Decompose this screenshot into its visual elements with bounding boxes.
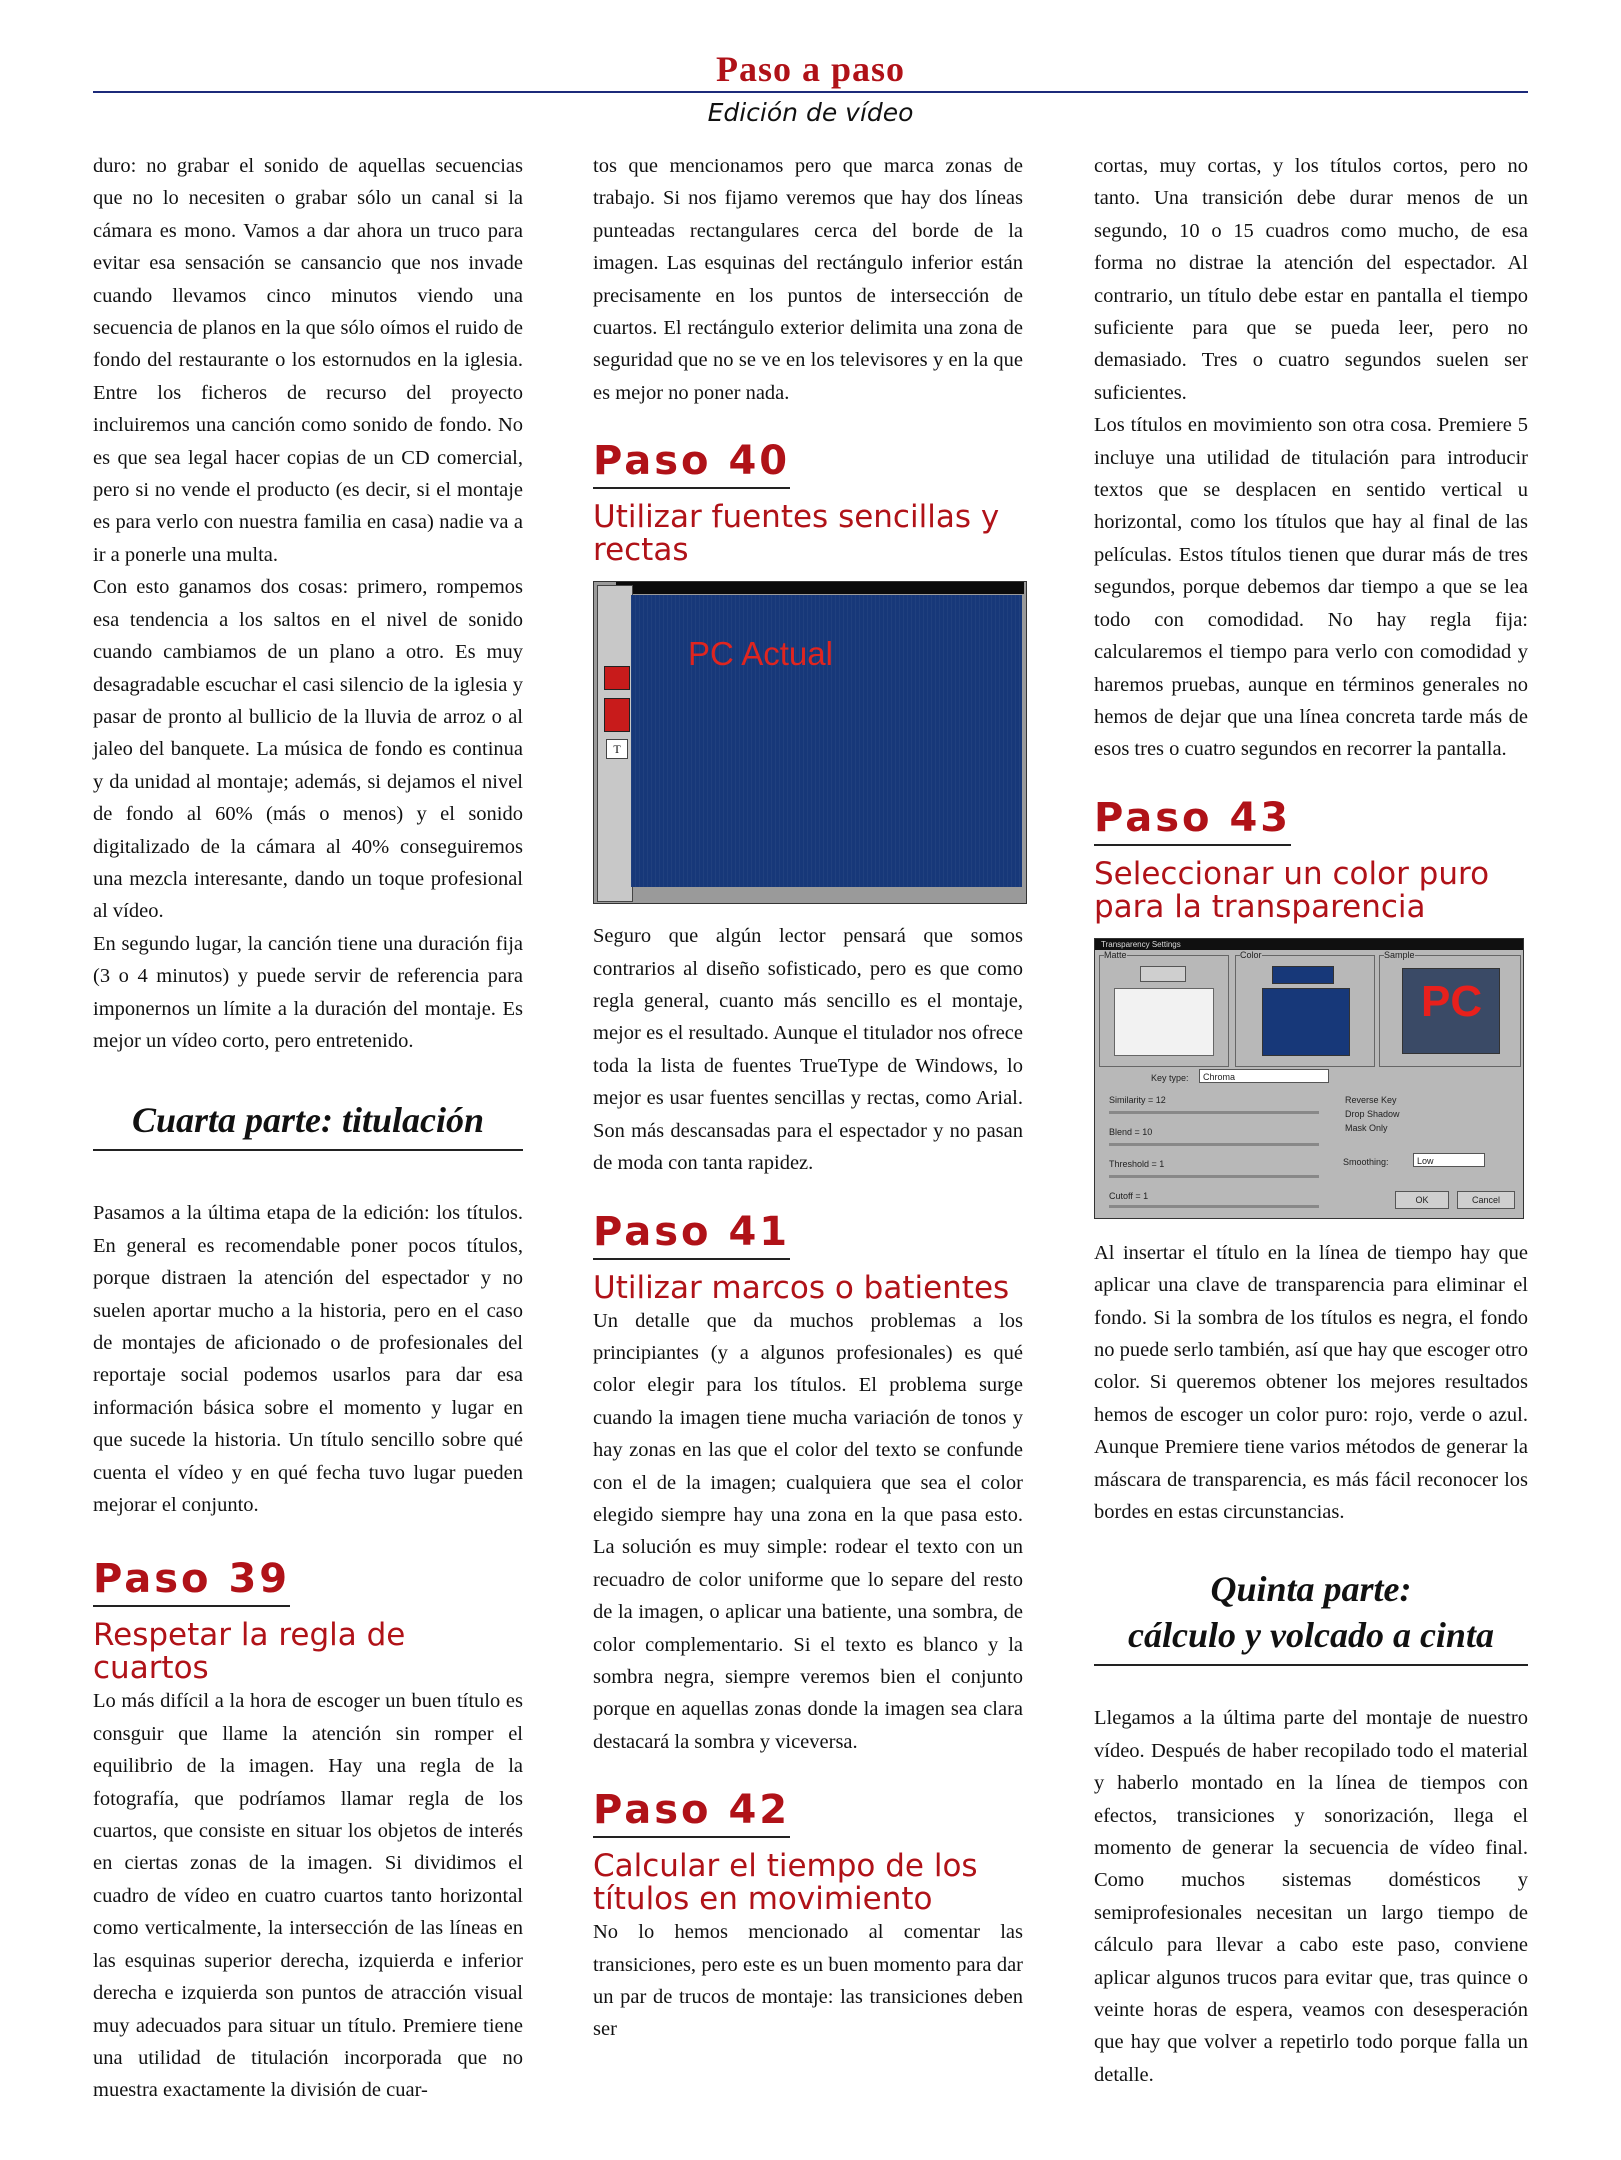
color-label: Color	[1240, 949, 1262, 960]
smoothing-select[interactable]: Low	[1413, 1153, 1485, 1167]
canvas-title-text: PC Actual	[688, 635, 833, 673]
drop-shadow-checkbox[interactable]: Drop Shadow	[1345, 1108, 1400, 1119]
matte-group	[1099, 949, 1229, 1067]
color-group	[1235, 949, 1375, 1067]
column-right	[1094, 150, 1528, 2091]
sample-group	[1379, 949, 1521, 1067]
smoothing-label: Smoothing:	[1343, 1156, 1389, 1167]
matte-button	[1140, 966, 1186, 982]
ok-button[interactable]: OK	[1395, 1191, 1449, 1209]
color-preview	[1262, 988, 1350, 1056]
similarity-label: Similarity = 12	[1109, 1094, 1166, 1105]
sample-logo: PC	[1421, 976, 1483, 1026]
matte-preview	[1114, 988, 1214, 1056]
body-paragraph: Seguro que algún lector pensará que somos contrarios al diseño sofisticado, pero es que como regla general, cuanto más sencillo es el montaje, mejor es el resultado. Aunque el titulador nos ofrece toda la lista de fuentes TrueType de Windows, lo mejor es usar fuentes sencillas y rectas, como Arial. Son más descansadas para el espectador y no pasan de moda con tanta rapidez.	[593, 925, 1023, 1175]
paso-heading: Paso 42	[593, 1786, 790, 1838]
transparency-settings-screenshot	[1094, 938, 1524, 1219]
title-canvas	[631, 595, 1022, 887]
blend-label: Blend = 10	[1109, 1126, 1153, 1137]
cancel-button[interactable]: Cancel	[1457, 1191, 1515, 1209]
section-heading-line-1: Quinta parte:	[1210, 1569, 1412, 1610]
tool-palette	[597, 585, 633, 902]
paso-heading-block	[593, 1786, 1023, 1838]
body-paragraph: duro: no grabar el sonido de aquellas secuencias que no lo necesiten o grabar sólo un canal si la cámara es mono. Vamos a dar ahora un truco para evitar esa sensación se cansancio que nos invade cuando llevamos cinco minutos viendo una secuencia de planos en la que sólo oímos el ruido de fondo del restaurante o los estornudos en la iglesia. Entre los ficheros de recurso del proyecto incluiremos una canción como sonido de fondo. No es que sea legal hacer copias de un CD comercial, pero si no vende el producto (es decir, si el montaje es para verlo con nuestra familia en casa) nadie va a ir a ponerle una multa.	[93, 155, 523, 566]
threshold-label: Threshold = 1	[1109, 1158, 1165, 1169]
body-paragraph: Los títulos en movimiento son otra cosa. Premiere 5 incluye una utilidad de titulación para introducir textos que se desplacen en sentido vertical u horizontal, como los títulos que hay al final de las películas. Estos títulos tienen que durar más de tres segundos, porque debemos dar tiempo a que se lea todo con comodidad. No hay regla fija: calcularemos el tiempo para verlo con comodidad y haremos pruebas, aunque en términos generales no hemos de dejar que una línea concreta tarde más de esos tres o cuatro segundos en recorrer la pantalla.	[1094, 414, 1528, 761]
key-type-select[interactable]: Chroma	[1199, 1069, 1329, 1083]
cutoff-slider[interactable]	[1109, 1205, 1319, 1208]
similarity-slider[interactable]	[1109, 1111, 1319, 1114]
body-paragraph: Pasamos a la última etapa de la edición: los títulos. En general es recomendable poner pocos títulos, porque distraen la atención del espectador y no suelen aportar mucho a la historia, pero en el caso de montajes de aficionado o de profesionales del reportaje social podemos usarlos para dar esa información básica sobre el momento y lugar en que sucede la historia. Un título sencillo sobre qué cuenta el vídeo y en qué fecha tuvo lugar pueden mejorar el conjunto.	[93, 1202, 523, 1517]
body-paragraph: Con esto ganamos dos cosas: primero, rompemos esa tendencia a los saltos en el nivel de sonido cuando cambiamos de un plano a otro. Es muy desagradable escuchar el casi silencio de la iglesia y pasar de pronto al bullicio de la lluvia de arroz o al jaleo del banquete. La música de fondo es continua y da unidad al montaje; además, si dejamos el nivel de fondo al 60% (más o menos) y el sonido digitalizado de la cámara al 40% conseguiremos una mezcla interesante, dando un toque profesional al vídeo.	[93, 576, 523, 923]
paso-heading: Paso 40	[593, 437, 790, 489]
body-paragraph: Un detalle que da muchos problemas a los principiantes (y a algunos profesionales) es qué color elegir para los títulos. El problema surge cuando la imagen tiene mucha variación de tonos y hay zonas en las que el color del texto se confunde con el de la imagen; cualquiera que sea el color elegido siempre hay una zona en la que pasa esto. La solución es muy simple: rodear el texto con un recuadro de color uniforme que lo separe del resto de la imagen, o aplicar una batiente, una sombra, de color complementario. Si el texto es blanco y la sombra negra, siempre veremos bien el conjunto porque en aquellas zonas donde la imagen sea clara destacará la sombra y viceversa.	[593, 1309, 1023, 1753]
dialog-titlebar: Transparency Settings	[1095, 939, 1523, 950]
mask-only-checkbox[interactable]: Mask Only	[1345, 1122, 1388, 1133]
sample-label: Sample	[1384, 949, 1415, 960]
body-paragraph: tos que mencionamos pero que marca zonas de trabajo. Si nos fijamo veremos que hay dos líneas punteadas rectangulares cerca del borde de la imagen. Las esquinas del rectángulo inferior están precisamente en los puntos de intersección de cuartos. El rectángulo exterior delimita una zona de seguridad que no se ve en los televisores y en la que es mejor no poner nada.	[593, 155, 1023, 404]
text-tool-icon: T	[606, 739, 628, 759]
paso-heading: Paso 41	[593, 1208, 790, 1260]
body-paragraph: En segundo lugar, la canción tiene una duración fija (3 o 4 minutos) y puede servir de referencia para imponernos un límite a la duración del montaje. Es mejor un vídeo corto, pero entretenido.	[93, 932, 523, 1052]
color-swatch	[1272, 966, 1334, 984]
section-heading-block	[93, 1097, 523, 1151]
paso-subheading: Seleccionar un color puro para la transparencia	[1094, 855, 1490, 925]
paso-heading: Paso 43	[1094, 794, 1291, 846]
paso-heading-block	[1094, 794, 1528, 846]
paso-subheading: Calcular el tiempo de los títulos en movimiento	[593, 1848, 978, 1918]
key-type-label: Key type:	[1151, 1072, 1189, 1083]
paso-heading: Paso 39	[93, 1555, 290, 1607]
paso-heading-block	[593, 437, 1023, 489]
body-paragraph: cortas, muy cortas, y los títulos cortos, pero no tanto. Una transición debe durar menos de un segundo, 10 o 15 cuadros como mucho, de esa forma no distrae la atención del espectador. Al contrario, un título debe estar en pantalla el tiempo suficiente para que se pueda leer, pero no demasiado. Tres o cuatro segundos suelen ser suficientes.	[1094, 155, 1528, 404]
cutoff-label: Cutoff = 1	[1109, 1190, 1149, 1201]
column-middle	[593, 150, 1023, 2046]
section-heading: Cuarta parte: titulación	[131, 1100, 485, 1141]
matte-label: Matte	[1104, 949, 1127, 960]
page-header-subtitle: Edición de vídeo	[707, 98, 914, 127]
paso-subheading: Utilizar marcos o batientes	[593, 1269, 1010, 1306]
blend-slider[interactable]	[1109, 1143, 1319, 1146]
paso-heading-block	[93, 1555, 523, 1607]
paso-heading-block	[593, 1208, 1023, 1260]
body-paragraph: Llegamos a la última parte del montaje de nuestro vídeo. Después de haber recopilado todo el material y haberlo montado en la línea de tiempos con efectos, transiciones y sonorización, llega el momento de generar la secuencia de vídeo final. Como muchos sistemas domésticos y semiprofesionales necesitan un largo tiempo de cálculo para llevar a cabo este paso, conviene aplicar algunos trucos para evitar que, tras quince o veinte horas de espera, veamos con desesperación que hay que volver a repetirlo todo porque falla un detalle.	[1094, 1707, 1528, 2086]
body-paragraph: No lo hemos mencionado al comentar las transiciones, pero este es un buen momento para dar un par de trucos de montaje: las transiciones deben ser	[593, 1921, 1023, 2041]
section-heading-line-2: cálculo y volcado a cinta	[1128, 1615, 1494, 1656]
section-heading-block	[1094, 1566, 1528, 1666]
color-swatch	[604, 698, 630, 732]
column-left	[93, 150, 523, 2107]
paso-subheading: Respetar la regla de cuartos	[93, 1617, 406, 1687]
paso-subheading: Utilizar fuentes sencillas y rectas	[593, 499, 1000, 569]
color-swatch	[604, 666, 630, 690]
threshold-slider[interactable]	[1109, 1175, 1319, 1178]
reverse-key-checkbox[interactable]: Reverse Key	[1345, 1094, 1397, 1105]
sample-preview	[1402, 968, 1500, 1054]
body-paragraph: Al insertar el título en la línea de tiempo hay que aplicar una clave de transparencia para eliminar el fondo. Si la sombra de los títulos es negra, el fondo no puede serlo también, así que hay que escoger otro color. Si queremos obtener los mejores resultados hemos de escoger un color puro: rojo, verde o azul. Aunque Premiere tiene varios métodos de generar la máscara de transparencia, es más fácil reconocer los bordes en estas circunstancias.	[1094, 1241, 1528, 1523]
title-editor-screenshot	[593, 581, 1027, 904]
body-paragraph: Lo más difícil a la hora de escoger un buen título es consguir que llame la atención sin romper el equilibrio de la imagen. Hay una regla de la fotografía, que podríamos llamar regla de los cuartos, que consiste en situar los objetos de interés en ciertas zonas de la imagen. Si dividimos el cuadro de vídeo en cuatro cuartos tanto horizontal como verticalmente, la intersección de las líneas en las esquinas superior derecha, izquierda e inferior derecha e izquierda son puntos de atracción visual muy adecuados para situar un título. Premiere tiene una utilidad de titulación incorporada que no muestra exactamente la división de cuar-	[93, 1690, 523, 2102]
page-header-title: Paso a paso	[715, 49, 906, 89]
window-titlebar	[616, 582, 1024, 594]
header-rule	[93, 91, 1528, 93]
